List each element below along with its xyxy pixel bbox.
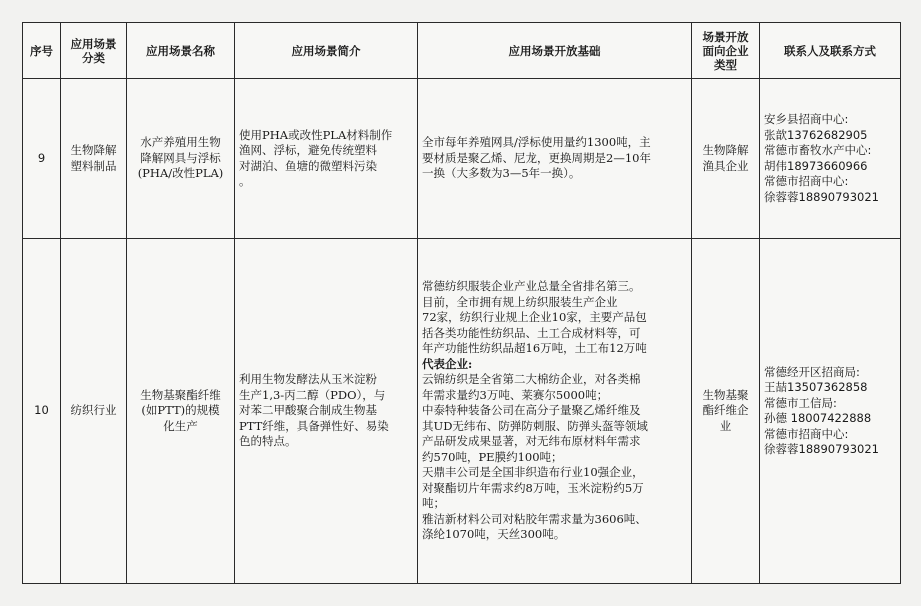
basis-rep-enterprises: 云锦纺织是全省第二大棉纺企业，对各类棉 年需求量约3万吨、莱赛尔5000吨； 中泰特种装备公司在高分子量聚乙烯纤维及 其UD无纬布、防弹防刺服、防弹头盔等领域 产品研发成果显著，对无纬布原材料年需求 约570吨，PE膜约100吨； 天鼎丰公司是全国非织造布行业10强企业， 对聚酯切片年需求约8万吨，玉米淀粉约5万 吨； 雅洁新材料公司对粘胶年需求量为3606吨、 涤纶1070吨，天丝300吨。 <box>422 372 648 542</box>
row-category: 生物降解 塑料制品 <box>61 79 127 239</box>
table-row <box>23 79 901 239</box>
row-contact: 安乡县招商中心: 张歆13762682905 常德市畜牧水产中心: 胡伟18973660966 常德市招商中心: 徐蓉蓉18890793021 <box>760 79 901 239</box>
header-row <box>23 23 901 79</box>
header-name: 应用场景名称 <box>127 23 235 79</box>
row-contact: 常德经开区招商局: 王喆13507362858 常德市工信局: 孙德 18007422888 常德市招商中心: 徐蓉蓉18890793021 <box>760 239 901 584</box>
basis-rep-label: 代表企业: <box>422 356 473 371</box>
header-contact: 联系人及联系方式 <box>760 23 901 79</box>
header-category: 应用场景 分类 <box>61 23 127 79</box>
header-enterprise: 场景开放 面向企业 类型 <box>692 23 760 79</box>
row-scenario-name: 水产养殖用生物 降解网具与浮标 (PHA/改性PLA) <box>127 79 235 239</box>
row-number: 9 <box>23 79 61 239</box>
scenario-table <box>22 22 901 584</box>
row-enterprise-type: 生物降解 渔具企业 <box>692 79 760 239</box>
row-scenario-intro: 使用PHA或改性PLA材料制作 渔网、浮标，避免传统塑料 对湖泊、鱼塘的微塑料污染 。 <box>235 79 418 239</box>
row-scenario-name: 生物基聚酯纤维 (如PTT)的规模 化生产 <box>127 239 235 584</box>
row-scenario-basis: 全市每年养殖网具/浮标使用量约1300吨，主 要材质是聚乙烯、尼龙，更换周期是2—10年 一换（大多数为3—5年一换）。 <box>418 79 692 239</box>
row-scenario-intro: 利用生物发酵法从玉米淀粉 生产1,3-丙二醇（PDO），与 对苯二甲酸聚合制成生物基 PTT纤维，具备弹性好、易染 色的特点。 <box>235 239 418 584</box>
row-number: 10 <box>23 239 61 584</box>
basis-overview: 常德纺织服装企业产业总量全省排名第三。 目前，全市拥有规上纺织服装生产企业 72家，纺织行业规上企业10家，主要产品包 括各类功能性纺织品、土工合成材料等，可 年产功能性纺织品超16万吨，土工布12万吨 <box>422 279 647 356</box>
header-basis: 应用场景开放基础 <box>418 23 692 79</box>
row-enterprise-type: 生物基聚 酯纤维企 业 <box>692 239 760 584</box>
header-no: 序号 <box>23 23 61 79</box>
header-intro: 应用场景简介 <box>235 23 418 79</box>
row-scenario-basis <box>418 239 692 584</box>
table-row <box>23 239 901 584</box>
row-category: 纺织行业 <box>61 239 127 584</box>
